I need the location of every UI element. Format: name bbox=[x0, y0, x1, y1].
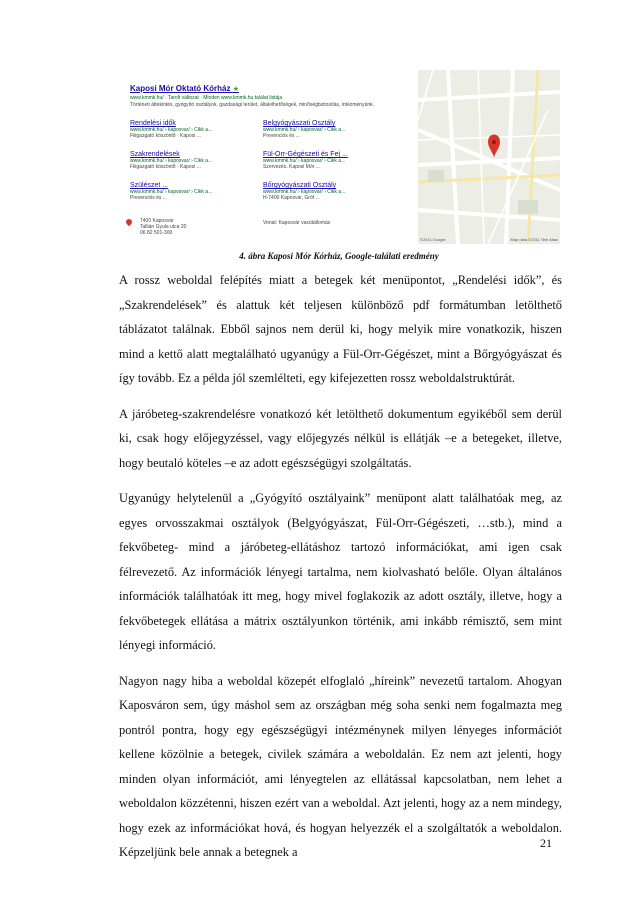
sitelink[interactable] bbox=[263, 151, 401, 170]
sitelink-title[interactable]: Bőrgyógyászati Osztály bbox=[263, 182, 337, 189]
result-title-link[interactable]: Kaposi Mór Oktató Kórház ★ bbox=[130, 84, 239, 93]
paragraph: Ugyanúgy helytelenül a „Gyógyító osztályaink” menüpont alatt találhatóak meg, az egyes orvosszakmai osztályok (Belgyógyászat, Fül-Orr-Gégészeti, …stb.), mind a fekvőbeteg- mind a járóbeteg-ellátáshoz tartozó információkat, ami igen csak félrevezető. Az információk lényegi tartalma, nem kiolvasható belőle. Olyan általános információk találhatóak itt meg, hogy mivel foglakozik az adott osztály, illetve, hogy a fekvőbetegek ellátása a mátrix osztályunkon történik, ami inkább rémisztő, sem mint lényegi információ. bbox=[119, 491, 562, 652]
paragraph: A rossz weboldal felépítés miatt a betegek két menüpontot, „Rendelési idők”, és „Szakrendelések” és alattuk két teljesen különböző pdf formátumban letölthető táblázatot találnak. Ebből sajnos nem derül ki, hogy melyik mire vonatkozik, hiszen mind a kettő alatt megtalálható ugyanúgy a Fül-Orr-Gégészet, mint a Bőrgyógyászat és így tovább. Ez a példa jól szemlélteti, egy kifejezetten rossz weboldalstruktúrát. bbox=[119, 273, 562, 385]
address-line: Tallián Gyula utca 20 bbox=[140, 224, 187, 230]
sitelink[interactable] bbox=[130, 120, 268, 139]
sitelink-url: www.kmmk.hu/ › kaposvar/ › Cikk a... bbox=[130, 158, 213, 164]
sitelink-title[interactable]: Szakrendelések bbox=[130, 151, 180, 158]
sitelink-snippet: H-7400 Kaposvár, Gróf ... bbox=[263, 195, 320, 201]
sitelink[interactable] bbox=[263, 182, 401, 201]
sitelink-snippet: Fiiigazgató köszöntő · Kaposi ... bbox=[130, 133, 201, 139]
sitelink[interactable] bbox=[130, 151, 268, 170]
sitelink-url: www.kmmk.hu/ › kaposvar/ › Cikk a... bbox=[130, 127, 213, 133]
sitelink-url: www.kmmk.hu/ › kaposvar/ › Cikk a... bbox=[263, 189, 346, 195]
result-snippet: Történeti áttekintés, gyógyító osztályok, gazdasági terület, általelhetőségek, minőségbiztosítás, intézményünk. bbox=[130, 102, 375, 108]
sitelink-snippet: Prevenciós és ... bbox=[263, 133, 300, 139]
sitelink[interactable] bbox=[130, 182, 268, 201]
page-number: 21 bbox=[540, 836, 552, 850]
map-pin-icon bbox=[125, 218, 133, 226]
map-data-credit: Map data ©2011 Tele Atlas bbox=[510, 237, 558, 242]
result-url: www.kmmk.hu/ · Tarolt változat · Minden www.kmmk.hu találat listája bbox=[130, 95, 283, 101]
star-icon: ★ bbox=[232, 86, 239, 93]
sitelink-title[interactable]: Szülészet ... bbox=[130, 182, 169, 189]
sitelink-title[interactable]: Belgyógyászati Osztály bbox=[263, 120, 336, 127]
sitelink[interactable] bbox=[263, 120, 401, 139]
sitelink-title[interactable]: Fül-Orr-Gégészeti és Fej ... bbox=[263, 151, 348, 158]
address-block bbox=[140, 218, 186, 236]
address-line: 7400 Kaposvár bbox=[140, 218, 174, 224]
google-result-figure bbox=[118, 70, 560, 244]
sitelink-url: www.kmmk.hu/ › kaposvar/ › Cikk a... bbox=[263, 158, 346, 164]
sitelink-snippet: Prevenciós és ... bbox=[130, 195, 167, 201]
transit-info: Vonat: Kaposvár vasútállomás bbox=[263, 220, 331, 226]
body-text bbox=[119, 268, 562, 876]
sitelink-title[interactable]: Rendelési idők bbox=[130, 120, 176, 127]
sitelink-snippet: Szervezés. Kaposi Mór ... bbox=[263, 164, 320, 170]
paragraph: Nagyon nagy hiba a weboldal közepét elfoglaló „híreink” nevezetű tartalom. Ahogyan Kaposváron sem, úgy máshol sem az országban még soha senki nem fogalmazta meg pontról pontra, hogy egy egészségügyi intézménynek milyen lényeges információt kellene közölnie a betegek, civilek számára a weboldalán. Ez nem azt jelenti, hogy minden olyan információt, ami lényegtelen az ellátással kapcsolatban, nem lehet a weboldalon közzétenni, hiszen ezért van a weboldal. Azt jelenti, hogy az a nem mindegy, hogy ezek az információkat hová, és hogyan helyezzék el a szolgáltatók a weboldalon. Képzeljünk bele annak a betegnek a bbox=[119, 673, 562, 859]
search-result-panel bbox=[118, 74, 418, 244]
sitelink-url: www.kmmk.hu/ › kaposvar/ › Cikk a... bbox=[263, 127, 346, 133]
figure-caption: 4. ábra Kaposi Mór Kórház, Google-találati eredmény bbox=[239, 251, 439, 261]
map-credit: ©2011 Google bbox=[420, 237, 446, 242]
phone-number: 06 82 501-300 bbox=[140, 230, 173, 236]
sitelink-url: www.kmmk.hu/ › kaposvar/ › Cikk a... bbox=[130, 189, 213, 195]
map-roads bbox=[418, 70, 560, 244]
sitelink-snippet: Fiiigazgató köszöntő · Kaposi ... bbox=[130, 164, 201, 170]
paragraph: A járóbeteg-szakrendelésre vonatkozó két letölthető dokumentum egyikéből sem derül ki, csak hogy előjegyzéssel, vagy előjegyzés nélkül is ellátják –e a betegeket, illetve, hogy beutaló köteles –e az adott egészségügyi szolgáltatás. bbox=[119, 406, 562, 470]
map-thumbnail[interactable] bbox=[418, 70, 560, 244]
